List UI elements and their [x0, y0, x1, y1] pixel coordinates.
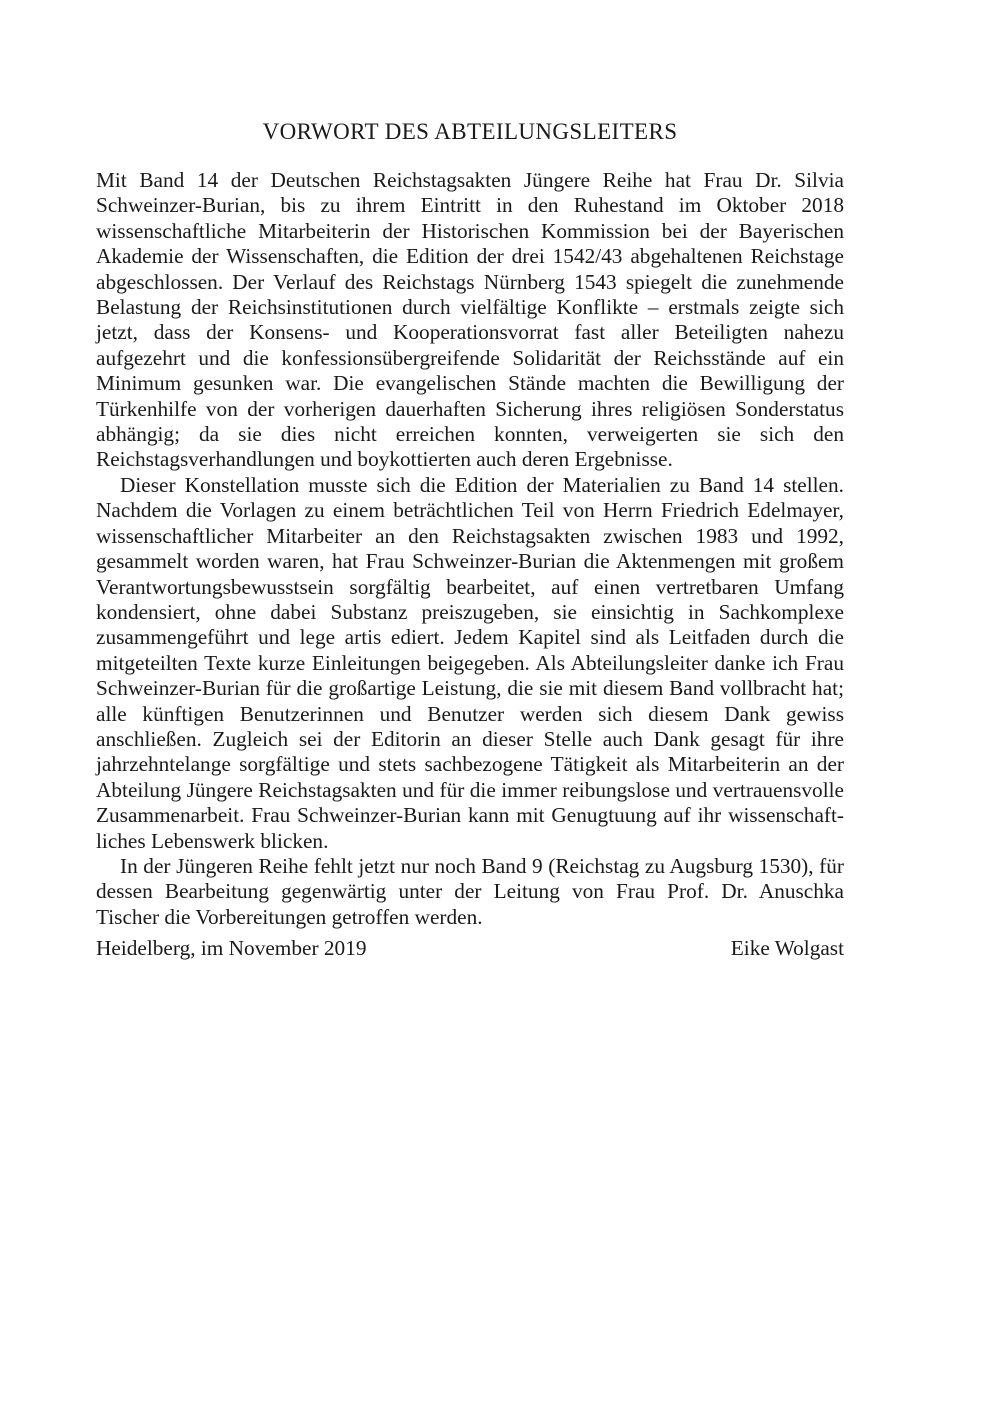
- author-name: Eike Wolgast: [730, 936, 844, 961]
- paragraph-1: Mit Band 14 der Deutschen Reichstagsakten Jüngere Reihe hat Frau Dr. Silvia Schweinzer-Burian, bis zu ihrem Eintritt in den Ruhestand im Oktober 2018 wissenschaftliche Mitarbeiterin der Historischen Kommission bei der Bayerischen Akademie der Wissenschaften, die Edition der drei 1542/43 abgehaltenen Reichstage abgeschlossen. Der Verlauf des Reichstags Nürnberg 1543 spiegelt die zunehmende Belastung der Reichsinstitutionen durch vielfältige Konflikte – erstmals zeigte sich jetzt, dass der Konsens- und Kooperationsvorrat fast aller Beteiligten nahezu aufgezehrt und die konfessionsübergreifende Solidarität der Reichsstände auf ein Minimum gesunken war. Die evangelischen Stände machten die Bewilligung der Türkenhilfe von der vorherigen dauerhaften Sicherung ihres religiösen Sonderstatus abhängig; da sie dies nicht erreichen konnten, verweigerten sie sich den Reichstagsverhandlungen und boykottierten auch deren Ergebnisse.: [96, 168, 844, 472]
- paragraph-3: In der Jüngeren Reihe fehlt jetzt nur noch Band 9 (Reichstag zu Augsburg 1530), für dessen Bearbeitung gegenwärtig unter der Leitung von Frau Prof. Dr. Anuschka Tischer die Vorbereitungen getroffen werden.: [96, 853, 844, 929]
- preface-page: [96, 118, 844, 962]
- page-title: VORWORT DES ABTEILUNGSLEITERS: [262, 119, 678, 144]
- place-date: Heidelberg, im November 2019: [96, 936, 367, 961]
- paragraph-2: Dieser Konstellation musste sich die Edition der Materialien zu Band 14 stellen. Nachdem die Vorlagen zu einem beträchtlichen Teil von Herrn Friedrich Edelmayer, wissenschaftlicher Mitarbeiter an den Reichstagsakten zwischen 1983 und 1992, gesammelt worden waren, hat Frau Schweinzer-Burian die Aktenmengen mit großem Verantwortungsbewusstsein sorgfältig bearbeitet, auf einen vertretbaren Umfang kondensiert, ohne dabei Substanz preiszugeben, sie einsichtig in Sachkomplexe zusammengeführt und lege artis ediert. Jedem Kapitel sind als Leitfaden durch die mitgeteilten Texte kurze Einleitungen beigegeben. Als Abteilungsleiter danke ich Frau Schweinzer-Burian für die großartige Leistung, die sie mit diesem Band vollbracht hat; alle künftigen Benutzerinnen und Benutzer werden sich diesem Dank gewiss anschließen. Zugleich sei der Editorin an dieser Stelle auch Dank gesagt für ihre jahrzehntelange sorgfältige und stets sachbezogene Tätigkeit als Mitarbeiterin an der Abteilung Jüngere Reichstagsakten und für die immer reibungslose und vertrauensvolle Zusammenarbeit. Frau Schweinzer-Burian kann mit Genugtuung auf ihr wissenschaftliches Lebenswerk blicken.: [96, 472, 844, 853]
- signature-line: [96, 936, 844, 961]
